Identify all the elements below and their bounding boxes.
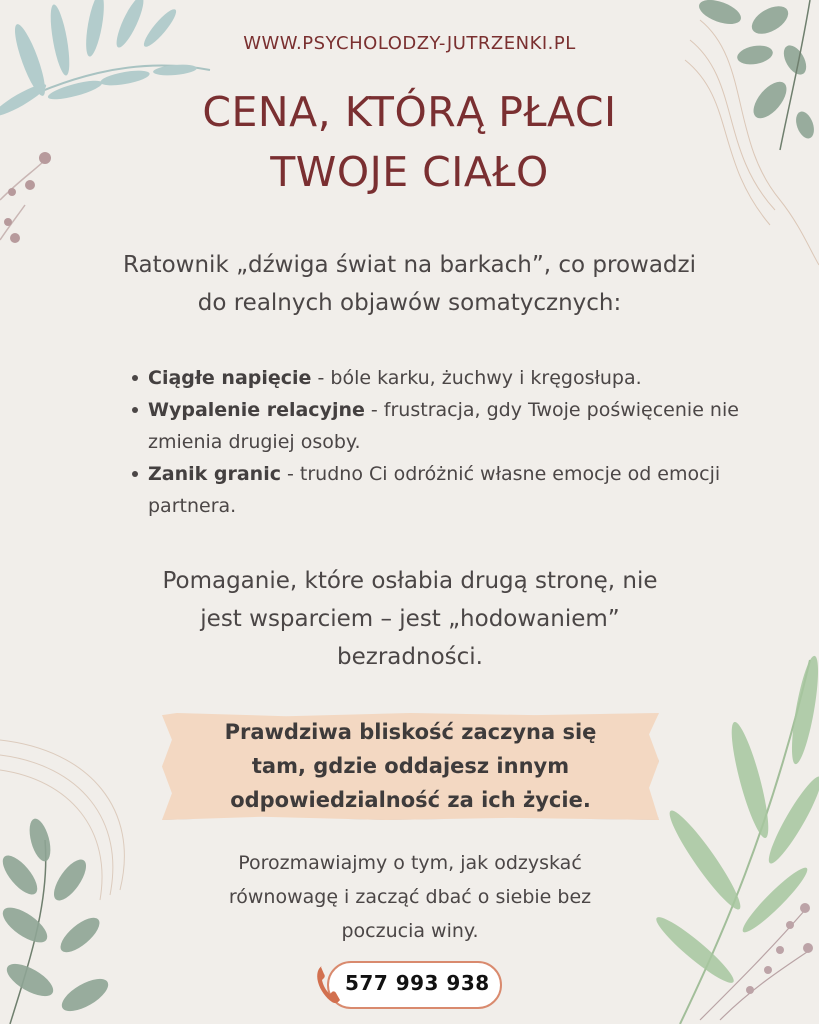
- para-line-1: Pomaganie, które osłabia drugą stronę, nie: [162, 568, 658, 594]
- list-item: [128, 362, 748, 394]
- para-line-3: bezradności.: [337, 644, 483, 670]
- highlight-line-3: odpowiedzialność za ich życie.: [230, 788, 591, 812]
- phone-number[interactable]: 577 993 938: [345, 971, 490, 995]
- intro-text: [60, 246, 759, 322]
- list-item-heading: Ciągłe napięcie: [148, 367, 312, 389]
- list-item-text: - bóle karku, żuchwy i kręgosłupa.: [311, 367, 642, 389]
- closing-line-3: poczucia winy.: [341, 920, 479, 942]
- list-item: [128, 394, 748, 458]
- intro-line-2: do realnych objawów somatycznych:: [197, 290, 622, 316]
- closing-line-2: równowagę i zacząć dbać o siebie bez: [228, 886, 592, 908]
- list-item-heading: Zanik granic: [148, 463, 281, 485]
- page-title: [0, 82, 819, 202]
- helping-paragraph: [110, 562, 710, 676]
- intro-line-1: Ratownik „dźwiga świat na barkach”, co prowadzi: [123, 252, 696, 278]
- highlight-line-1: Prawdziwa bliskość zaczyna się: [224, 720, 597, 744]
- leaves-bottom-left-decoration: [0, 730, 170, 1024]
- list-item-heading: Wypalenie relacyjne: [148, 399, 365, 421]
- closing-text: [160, 846, 660, 948]
- phone-icon: [314, 962, 344, 1006]
- closing-line-1: Porozmawiajmy o tym, jak odzyskać: [238, 852, 582, 874]
- list-item-text: - frustracja, gdy Twoje poświęcenie nie zmienia drugiej osoby.: [148, 399, 739, 453]
- title-line-2: TWOJE CIAŁO: [270, 148, 549, 196]
- leaves-bottom-right-decoration: [600, 650, 819, 1024]
- list-item: [128, 458, 748, 522]
- title-line-1: CENA, KTÓRĄ PŁACI: [202, 88, 617, 136]
- highlight-line-2: tam, gdzie oddajesz innym: [251, 754, 570, 778]
- symptoms-list: [128, 362, 748, 522]
- highlight-quote: [162, 713, 659, 817]
- para-line-2: jest wsparciem – jest „hodowaniem”: [200, 606, 620, 632]
- list-item-text: - trudno Ci odróżnić własne emocje od emocji partnera.: [148, 463, 721, 517]
- website-url[interactable]: WWW.PSYCHOLODZY-JUTRZENKI.PL: [243, 33, 576, 54]
